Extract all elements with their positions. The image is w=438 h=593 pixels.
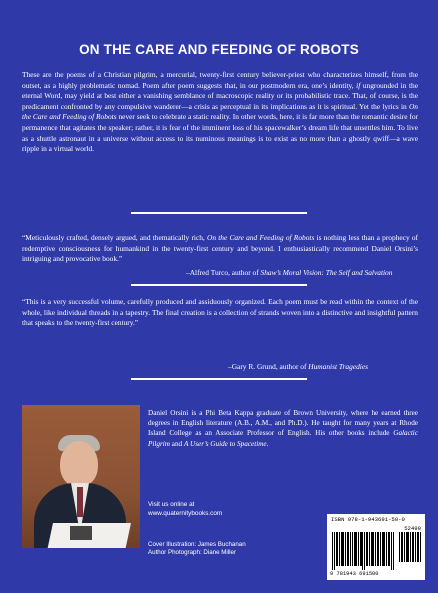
photo-head bbox=[60, 441, 98, 487]
cover-credits bbox=[148, 541, 246, 558]
blurb-turco bbox=[22, 233, 418, 265]
author-photo bbox=[22, 405, 140, 548]
attribution-prefix: –Gary R. Grund, author of bbox=[228, 362, 309, 371]
attribution-book: Shaw’s Moral Vision: The Self and Salvation bbox=[260, 268, 393, 277]
blurb-grund: “This is a very successful volume, carefully produced and assiduously organized. Each poem must be read within the context of the whole, like individual threads in a tapestry. The final creation is a collection of strands woven into a distinctive and insightful pattern that speaks to the twenty-first century.” bbox=[22, 297, 418, 328]
intro-text-3: never seek to celebrate a static reality. In other words, here, it is far more than the romantic desire for permanence that agitates the speaker; rather, it is fear of the imminent loss of his spacewalker’s dream life that unsettles him. To live as a shuttle astronaut in a universe without access to its numinous meanings is to exist as no more than a ghostly qwiff—a wave ripple in a virtual world. bbox=[22, 112, 419, 154]
author-bio bbox=[148, 408, 418, 449]
divider bbox=[131, 378, 307, 380]
intro-text-1: These are the poems of a Christian pilgrim, a mercurial, twenty-first century believer-priest who characterizes himself, from the outset, as a highly problematic nomad. Poem after poem suggests that, in our postmodern era, one’s identity, bbox=[22, 70, 418, 90]
bio-text: Daniel Orsini is a Phi Beta Kappa graduate of Brown University, where he earned three degrees in English literature (A.B., A.M., and Ph.D.). He taught for many years at Rhode Island College as an Associate Professor of English. His other books include bbox=[148, 409, 418, 438]
photo-paper-image bbox=[70, 526, 92, 540]
publisher-website bbox=[148, 501, 222, 518]
intro-paragraph bbox=[22, 70, 418, 155]
divider bbox=[131, 212, 307, 214]
isbn-label: ISBN 978-1-943691-50-0 bbox=[331, 516, 405, 523]
divider bbox=[131, 284, 307, 286]
illustration-credit: Cover Illustration: James Buchanan bbox=[148, 541, 246, 548]
intro-text-2: ungrounded in the eternal Word, may yield at best either a vanishing semblance of macroscopic reality or its probabilistic trace. That, of course, is the predicament confronted by any compulsive wanderer—a crisis as perceptual in its implications as it is spiritual. Yet the lyrics in bbox=[22, 80, 419, 111]
blurb-turco-book: On the Care and Feeding of Robots bbox=[206, 233, 315, 242]
blurb-turco-text-2: is nothing less than a prophecy of redemptive consciousness for humankind in the twenty-first century and beyond. I enthusiastically recommend Daniel Orsini’s intriguing and provocative book.” bbox=[22, 233, 419, 264]
barcode bbox=[327, 514, 425, 580]
attribution-book: Humanist Tragedies bbox=[308, 362, 369, 371]
bio-and: and bbox=[169, 439, 184, 448]
visit-label: Visit us online at bbox=[148, 501, 195, 508]
blurb-grund-attribution bbox=[228, 362, 368, 372]
bio-book-2: A User’s Guide to Spacetime bbox=[183, 439, 267, 448]
attribution-prefix: –Alfred Turco, author of bbox=[186, 268, 261, 277]
website-link[interactable]: www.quaternitybooks.com bbox=[148, 509, 223, 517]
price-code: 52499 bbox=[404, 525, 421, 532]
intro-book-title: On the Care and Feeding of Robots bbox=[22, 101, 418, 122]
ean-barcode-icon bbox=[332, 532, 394, 570]
bio-end: . bbox=[266, 439, 269, 448]
book-title: ON THE CARE AND FEEDING OF ROBOTS bbox=[79, 42, 359, 57]
photo-credit: Author Photograph: Diane Miller bbox=[148, 549, 237, 557]
blurb-turco-attribution bbox=[186, 268, 392, 278]
intro-if: if bbox=[356, 80, 361, 90]
bio-book-1: Galactic Pilgrim bbox=[148, 429, 418, 448]
price-barcode-icon bbox=[399, 532, 421, 562]
photo-tie bbox=[77, 487, 83, 517]
barcode-number: 9 781943 691500 bbox=[330, 571, 379, 577]
blurb-turco-text-1: “Meticulously crafted, densely argued, and thematically rich, bbox=[22, 233, 207, 242]
